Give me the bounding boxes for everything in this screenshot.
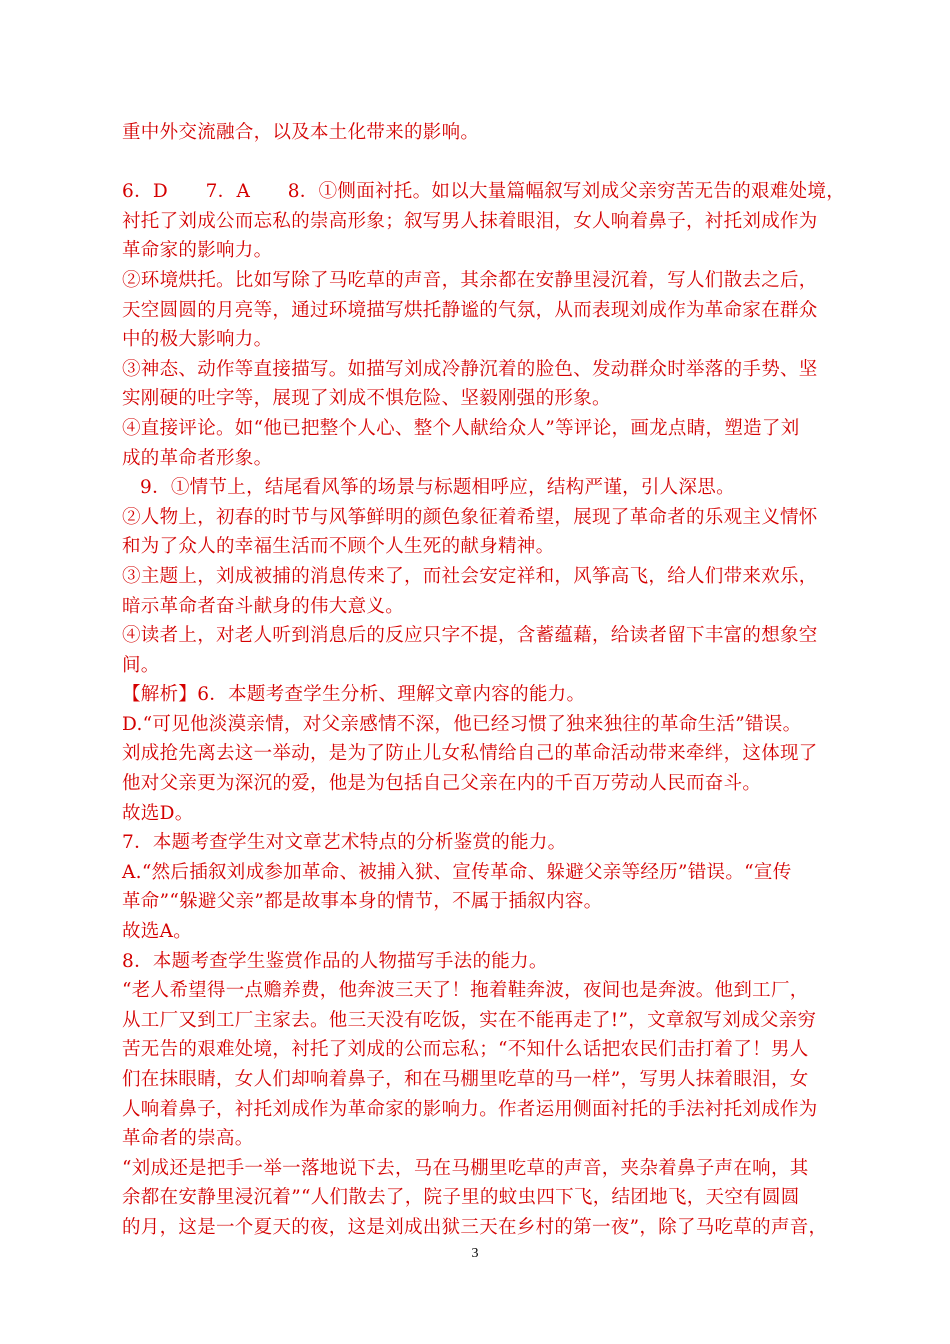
text-line: 革命者的崇高。 xyxy=(122,1128,254,1150)
text-line: 他对父亲更为深沉的爱，他是为包括自己父亲在内的千百万劳动人民而奋斗。 xyxy=(122,773,762,795)
text-line: 人响着鼻子，衬托刘成作为革命家的影响力。作者运用侧面衬托的手法衬托刘成作为 xyxy=(122,1098,818,1120)
text-line: 余都在安静里浸沉着”“人们散去了，院子里的蚊虫四下飞，结团地飞，天空有圆圆 xyxy=(122,1187,800,1209)
text-line: 间。 xyxy=(122,654,160,676)
text-line: 天空圆圆的月亮等，通过环境描写烘托静谧的气氛，从而表现刘成作为革命家在群众 xyxy=(122,299,818,321)
text-line: 的月，这是一个夏天的夜，这是刘成出狱三天在乡村的第一夜”，除了马吃草的声音， xyxy=(122,1216,828,1238)
text-line: D.“可见他淡漠亲情，对父亲感情不深，他已经习惯了独来独往的革命生活”错误。 xyxy=(122,713,802,735)
text-line: ④读者上，对老人听到消息后的反应只字不提，含蓄蕴藉，给读者留下丰富的想象空 xyxy=(122,625,818,647)
text-line: 暗示革命者奋斗献身的伟大意义。 xyxy=(122,595,405,617)
text-line: 革命家的影响力。 xyxy=(122,240,273,262)
text-line: 7．本题考查学生对文章艺术特点的分析鉴赏的能力。 xyxy=(122,832,567,854)
text-line: 【解析】6．本题考查学生分析、理解文章内容的能力。 xyxy=(122,684,586,706)
text-line: ③主题上，刘成被捕的消息传来了，而社会安定祥和，风筝高飞，给人们带来欢乐， xyxy=(122,565,818,587)
text-line: 革命”“躲避父亲”都是故事本身的情节，不属于插叙内容。 xyxy=(122,891,603,913)
text-line: 成的革命者形象。 xyxy=(122,447,273,469)
text-line: ④直接评论。如“他已把整个人心、整个人献给众人”等评论，画龙点睛，塑造了刘 xyxy=(122,417,800,439)
text-line: 苦无告的艰难处境，衬托了刘成的公而忘私；“不知什么话把农民们击打着了！男人 xyxy=(122,1039,809,1061)
text-line: ③神态、动作等直接描写。如描写刘成冷静沉着的脸色、发动群众时举落的手势、坚 xyxy=(122,358,818,380)
page-number: 3 xyxy=(471,1246,479,1261)
text-line: 6．D 7．A 8．①侧面衬托。如以大量篇幅叙写刘成父亲穷苦无告的艰难处境， xyxy=(122,181,846,203)
text-line: “老人希望得一点赡养费，他奔波三天了！拖着鞋奔波，夜间也是奔波。他到工厂， xyxy=(122,980,809,1002)
text-line: ②环境烘托。比如写除了马吃草的声音，其余都在安静里浸沉着，写人们散去之后， xyxy=(122,269,818,291)
text-line: 实刚硬的吐字等，展现了刘成不惧危险、坚毅刚强的形象。 xyxy=(122,388,611,410)
text-line: 故选D。 xyxy=(122,802,194,824)
text-line: 从工厂又到工厂主家去。他三天没有吃饭，实在不能再走了!”，文章叙写刘成父亲穷 xyxy=(122,1009,817,1031)
text-line: 故选A。 xyxy=(122,921,193,943)
text-line: 和为了众人的幸福生活而不顾个人生死的献身精神。 xyxy=(122,536,555,558)
answer-text-block xyxy=(122,118,846,1243)
text-line: 8．本题考查学生鉴赏作品的人物描写手法的能力。 xyxy=(122,950,548,972)
text-line: 衬托了刘成公而忘私的崇高形象；叙写男人抹着眼泪，女人响着鼻子，衬托刘成作为 xyxy=(122,210,818,232)
text-line: 9．①情节上，结尾看风筝的场景与标题相呼应，结构严谨，引人深思。 xyxy=(140,477,735,499)
text-line: 们在抹眼睛，女人们却响着鼻子，和在马棚里吃草的马一样”，写男人抹着眼泪，女 xyxy=(122,1069,809,1090)
text-line: 中的极大影响力。 xyxy=(122,329,273,351)
blank-line xyxy=(122,148,834,178)
text-line: “刘成还是把手一举一落地说下去，马在马棚里吃草的声音，夹杂着鼻子声在响，其 xyxy=(122,1157,809,1179)
text-line: ②人物上，初春的时节与风筝鲜明的颜色象征着希望，展现了革命者的乐观主义情怀 xyxy=(122,506,818,528)
text-line: 重中外交流融合，以及本土化带来的影响。 xyxy=(122,122,480,143)
text-line: 刘成抢先离去这一举动，是为了防止儿女私情给自己的革命活动带来牵绊，这体现了 xyxy=(122,743,818,765)
text-line: A.“然后插叙刘成参加革命、被捕入狱、宣传革命、躲避父亲等经历”错误。“宣传 xyxy=(122,861,792,883)
